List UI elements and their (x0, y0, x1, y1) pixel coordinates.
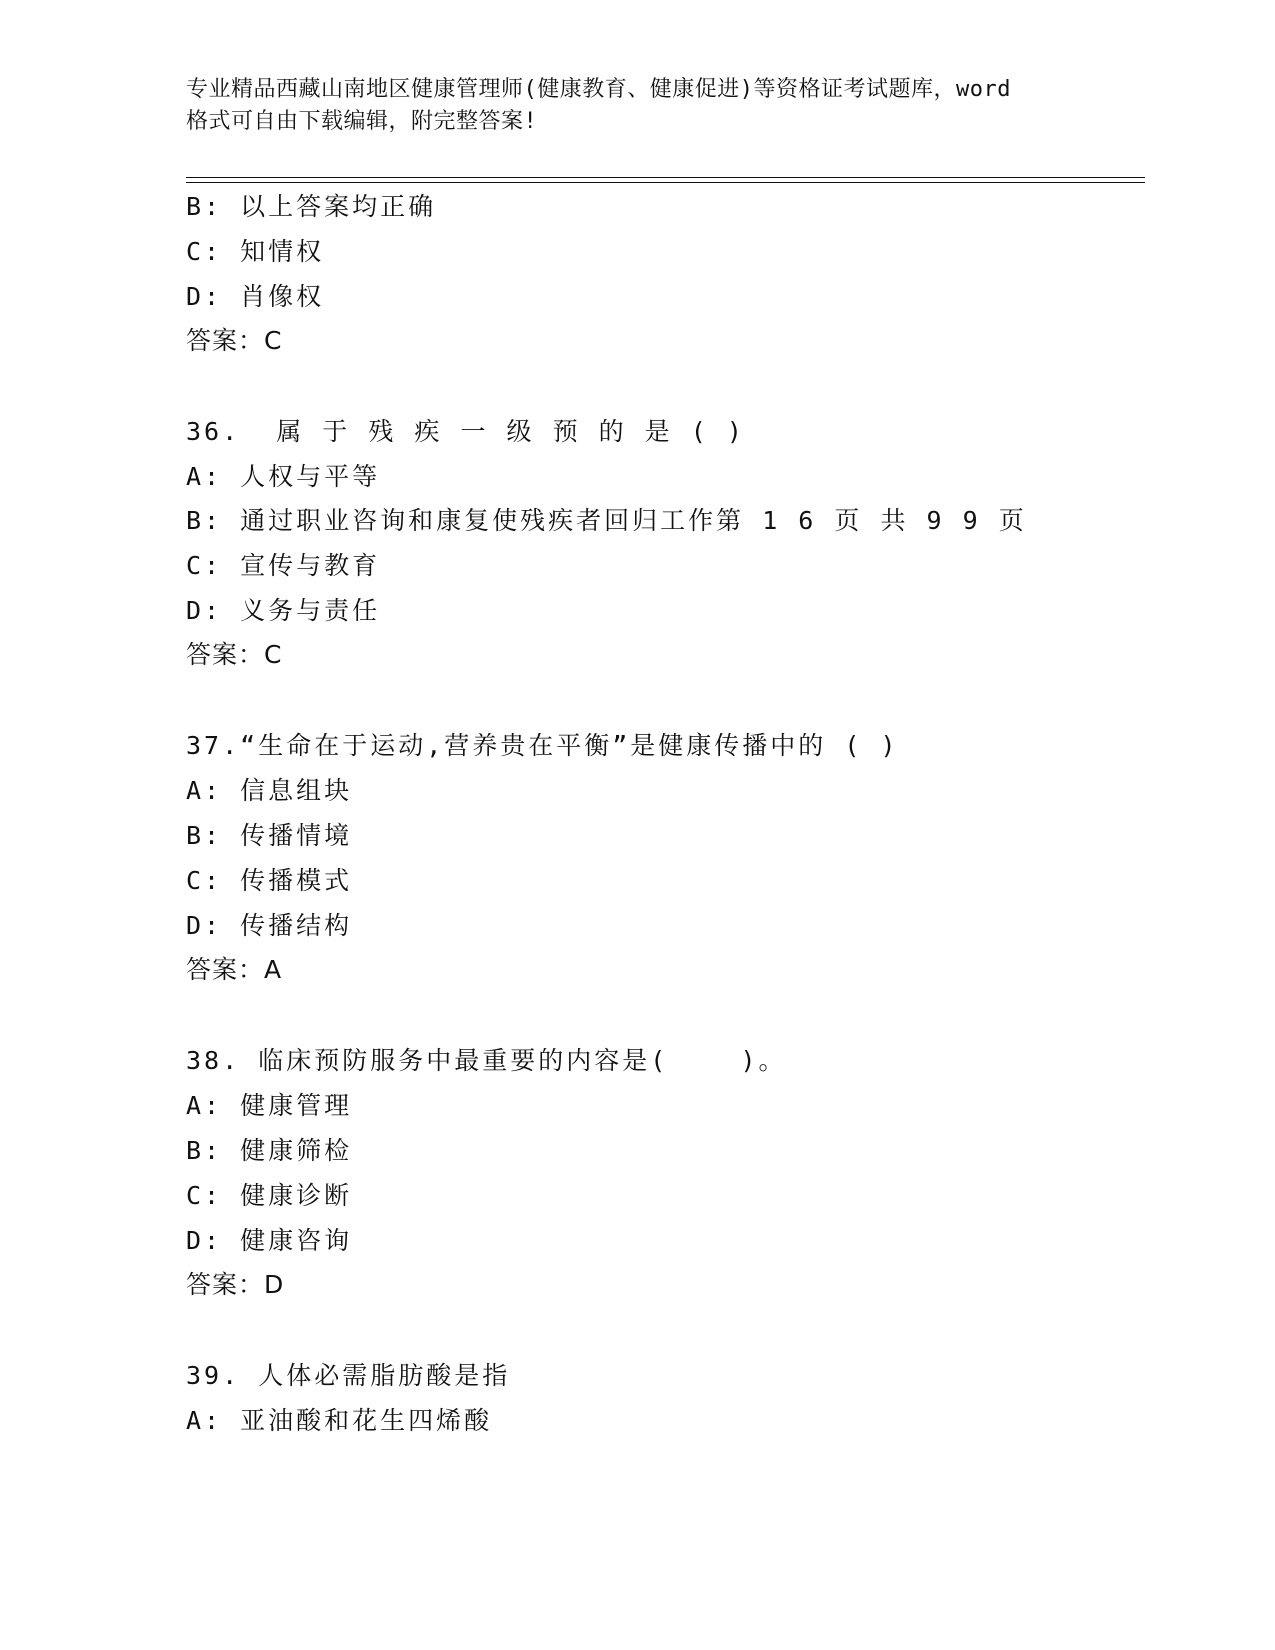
q36-option-a: A: 人权与平等 (186, 462, 381, 491)
q35-option-b: B: 以上答案均正确 (186, 192, 437, 221)
q36-answer: 答案：C (186, 640, 283, 669)
q37-option-d: D: 传播结构 (186, 911, 353, 940)
q37-option-b: B: 传播情境 (186, 821, 353, 850)
q38-question: 38. 临床预防服务中最重要的内容是( )。 (186, 1046, 787, 1075)
q37-option-c: C: 传播模式 (186, 866, 353, 895)
header-line-1: 专业精品西藏山南地区健康管理师(健康教育、健康促进)等资格证考试题库，word (186, 77, 1011, 102)
q39-option-a: A: 亚油酸和花生四烯酸 (186, 1406, 493, 1435)
q36-option-c: C: 宣传与教育 (186, 551, 381, 580)
q36-option-b: B: 通过职业咨询和康复使残疾者回归工作第 1 6 页 共 9 9 页 (186, 506, 1027, 535)
header-divider-bottom (186, 182, 1145, 183)
q37-question: 37.“生命在于运动,营养贵在平衡”是健康传播中的 ( ) (186, 731, 899, 760)
q38-option-d: D: 健康咨询 (186, 1226, 353, 1255)
q38-answer: 答案：D (186, 1270, 285, 1299)
q35-option-d: D: 肖像权 (186, 282, 325, 311)
header-divider-top (186, 177, 1145, 178)
q38-option-a: A: 健康管理 (186, 1091, 353, 1120)
q37-option-a: A: 信息组块 (186, 776, 353, 805)
q39-question: 39. 人体必需脂肪酸是指 (186, 1361, 511, 1390)
header-line-2: 格式可自由下载编辑，附完整答案! (186, 109, 538, 134)
q35-answer: 答案：C (186, 326, 283, 355)
q38-option-c: C: 健康诊断 (186, 1181, 353, 1210)
q38-option-b: B: 健康筛检 (186, 1136, 353, 1165)
document-header (186, 74, 1106, 138)
q36-question: 36. 属 于 残 疾 一 级 预 的 是 ( ) (186, 417, 745, 446)
q35-option-c: C: 知情权 (186, 237, 325, 266)
q36-option-d: D: 义务与责任 (186, 596, 381, 625)
q37-answer: 答案：A (186, 955, 283, 984)
